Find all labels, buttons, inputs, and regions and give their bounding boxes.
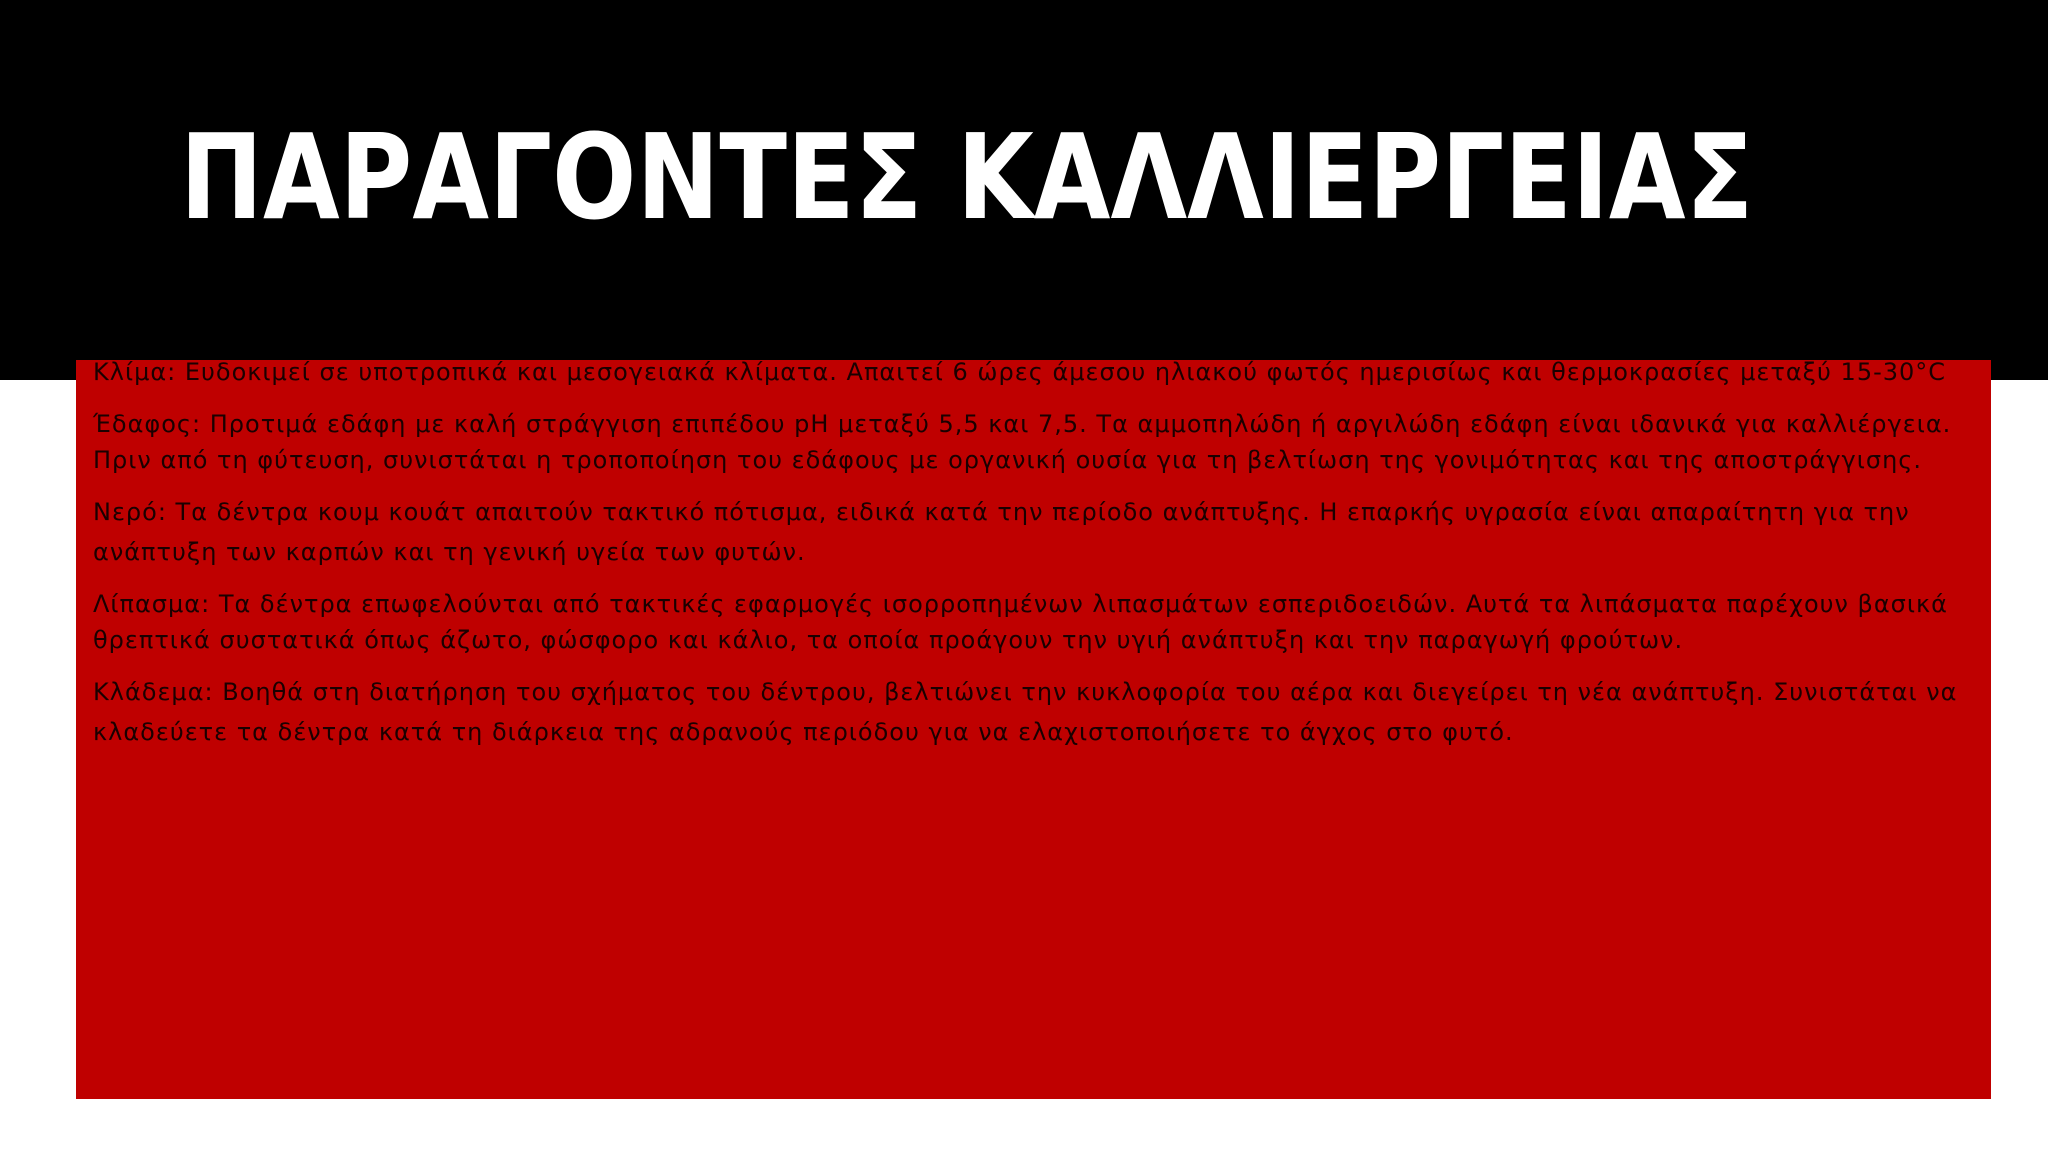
header-band <box>0 0 2048 380</box>
paragraph-fertilizer: Λίπασμα: Τα δέντρα επωφελούνται από τακτικές εφαρμογές ισορροπημένων λιπασμάτων εσπεριδοειδών. Αυτά τα λιπάσματα παρέχουν βασικά θρεπτικά συστατικά όπως άζωτο, φώσφορο και κάλιο, τα οποία προάγουν την υγιή ανάπτυξη και την παραγωγή φρούτων. <box>93 590 1948 654</box>
content-box <box>76 360 1991 1099</box>
paragraph-water: Νερό: Τα δέντρα κουμ κουάτ απαιτούν τακτικό πότισμα, ειδικά κατά την περίοδο ανάπτυξης. Η επαρκής υγρασία είναι απαραίτητη για την ανάπτυξη των καρπών και τη γενική υγεία των φυτών. <box>93 498 1910 566</box>
paragraph-climate: Κλίμα: Ευδοκιμεί σε υποτροπικά και μεσογειακά κλίματα. Απαιτεί 6 ώρες άμεσου ηλιακού φωτός ημερισίως και θερμοκρασίες μεταξύ 15-30°C <box>93 360 1947 386</box>
slide-title: ΠΑΡΑΓΟΝΤΕΣ ΚΑΛΛΙΕΡΓΕΙΑΣ <box>180 108 1754 246</box>
paragraph-soil: Έδαφος: Προτιμά εδάφη με καλή στράγγιση επιπέδου pH μεταξύ 5,5 και 7,5. Τα αμμοπηλώδη ή αργιλώδη εδάφη είναι ιδανικά για καλλιέργεια. Πριν από τη φύτευση, συνιστάται η τροποποίηση του εδάφους με οργανική ουσία για τη βελτίωση της γονιμότητας και της αποστράγγισης. <box>93 410 1952 474</box>
content-text <box>93 360 1983 766</box>
paragraph-pruning: Κλάδεμα: Βοηθά στη διατήρηση του σχήματος του δέντρου, βελτιώνει την κυκλοφορία του αέρα και διεγείρει τη νέα ανάπτυξη. Συνιστάται να κλαδεύετε τα δέντρα κατά τη διάρκεια της αδρανούς περιόδου για να ελαχιστοποιήσετε το άγχος στο φυτό. <box>93 678 1958 746</box>
